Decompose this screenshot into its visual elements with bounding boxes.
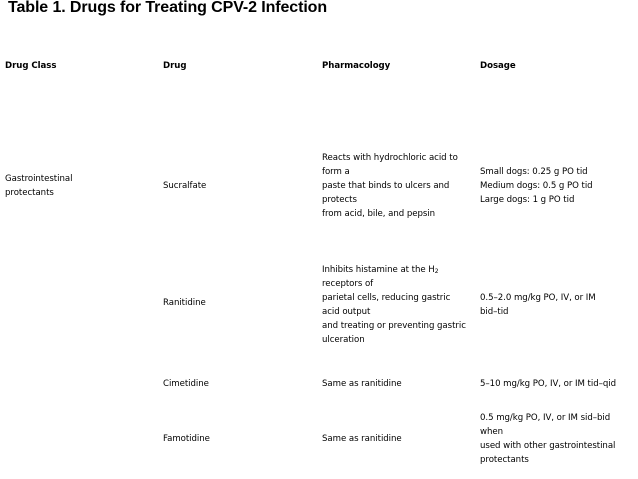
header-drug: Drug [163,61,187,71]
dosage-line: used with other gastrointestinal [480,441,616,451]
pharmacology-line: receptors of [322,279,374,289]
dosage-line: when [480,427,504,437]
pharmacology-text: Inhibits histamine at the H [322,265,435,275]
drug-class-line: Gastrointestinal [5,174,73,184]
dosage-cell-cimetidine: 5–10 mg/kg PO, IV, or IM tid–qid [480,379,617,389]
drug-class-cell [5,172,72,200]
dosage-line: Large dogs: 1 g PO tid [480,195,575,205]
dosage-line: bid–tid [480,307,509,317]
header-drug-class: Drug Class [5,61,57,71]
pharmacology-line: acid output [322,307,371,317]
pharmacology-line: ulceration [322,335,365,345]
pharmacology-line: and treating or preventing gastric [322,321,466,331]
dosage-cell-ranitidine [480,291,596,319]
dosage-line: protectants [480,455,529,465]
dosage-line: Small dogs: 0.25 g PO tid [480,167,588,177]
subscript-2: 2 [434,268,439,275]
pharmacology-cell-ranitidine [322,263,466,347]
drug-cell-cimetidine: Cimetidine [163,379,209,389]
dosage-cell-famotidine [480,411,615,467]
pharmacology-line: form a [322,167,350,177]
drug-class-line: protectants [5,188,54,198]
header-pharmacology: Pharmacology [322,61,391,71]
table-title: Table 1. Drugs for Treating CPV-2 Infection [8,0,328,16]
pharmacology-line: protects [322,195,357,205]
pharmacology-line: from acid, bile, and pepsin [322,209,436,219]
pharmacology-cell-cimetidine: Same as ranitidine [322,379,402,389]
pharmacology-line: paste that binds to ulcers and [322,181,450,191]
pharmacology-line: Reacts with hydrochloric acid to [322,153,458,163]
dosage-cell-sucralfate [480,165,593,207]
dosage-line: Medium dogs: 0.5 g PO tid [480,181,593,191]
drug-cell-sucralfate: Sucralfate [163,181,207,191]
pharmacology-line [322,263,466,277]
header-dosage: Dosage [480,61,516,71]
drug-cell-ranitidine: Ranitidine [163,298,206,308]
pharmacology-cell-famotidine: Same as ranitidine [322,434,402,444]
pharmacology-cell-sucralfate [322,151,458,221]
dosage-line: 0.5 mg/kg PO, IV, or IM sid–bid [480,413,611,423]
dosage-line: 0.5–2.0 mg/kg PO, IV, or IM [480,293,596,303]
pharmacology-line: parietal cells, reducing gastric [322,293,451,303]
drug-cell-famotidine: Famotidine [163,434,210,444]
